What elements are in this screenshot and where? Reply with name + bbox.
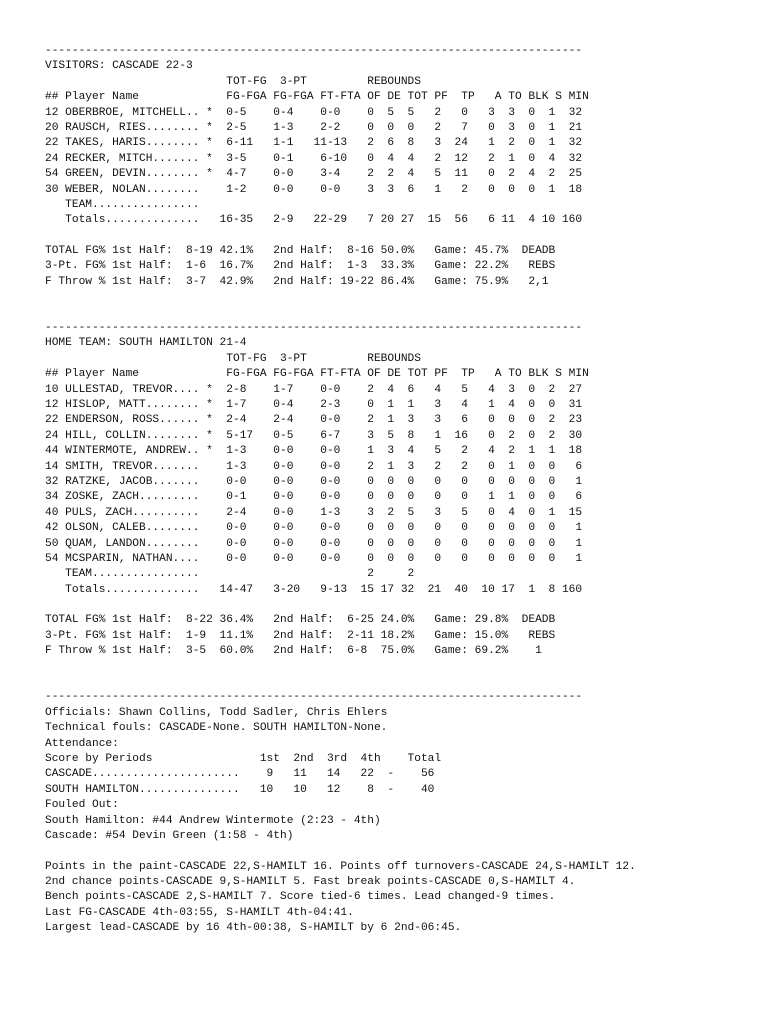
player-row: 30 WEBER, NOLAN........ 1-2 0-0 0-0 3 3 6 1 2 0 0 0 1 18 bbox=[45, 183, 583, 196]
technical-fouls-line: Technical fouls: CASCADE-None. SOUTH HAMILTON-None. bbox=[45, 722, 388, 735]
player-row: 24 HILL, COLLIN........ * 5-17 0-5 6-7 3 5 8 1 16 0 2 0 2 30 bbox=[45, 429, 583, 442]
player-row: 22 TAKES, HARIS........ * 6-11 1-1 11-13 2 6 8 3 24 1 2 0 1 32 bbox=[45, 137, 583, 150]
player-row: 20 RAUSCH, RIES........ * 2-5 1-3 2-2 0 0 0 2 7 0 3 0 1 21 bbox=[45, 121, 583, 134]
attendance-line: Attendance: bbox=[45, 737, 119, 750]
game-note-line: 2nd chance points-CASCADE 9,S-HAMILT 5. Fast break points-CASCADE 0,S-HAMILT 4. bbox=[45, 876, 576, 889]
pct-line: TOTAL FG% 1st Half: 8-22 36.4% 2nd Half: 6-25 24.0% Game: 29.8% DEADB bbox=[45, 614, 556, 627]
section-divider: -------------------------------------------------------------------------------- bbox=[45, 322, 583, 335]
player-row: 42 OLSON, CALEB........ 0-0 0-0 0-0 0 0 0 0 0 0 0 0 0 1 bbox=[45, 522, 583, 535]
fouled-out-label: Fouled Out: bbox=[45, 799, 119, 812]
visitors-team-line: VISITORS: CASCADE 22-3 bbox=[45, 60, 193, 73]
pct-line: TOTAL FG% 1st Half: 8-19 42.1% 2nd Half: 8-16 50.0% Game: 45.7% DEADB bbox=[45, 245, 556, 258]
stats-header-row-1: TOT-FG 3-PT REBOUNDS bbox=[45, 75, 421, 88]
score-by-periods-row: SOUTH HAMILTON............... 10 10 12 8 - 40 bbox=[45, 783, 435, 796]
player-row: 22 ENDERSON, ROSS...... * 2-4 2-4 0-0 2 1 3 3 6 0 0 0 2 23 bbox=[45, 414, 583, 427]
officials-line: Officials: Shawn Collins, Todd Sadler, Chris Ehlers bbox=[45, 706, 388, 719]
game-note-line: Bench points-CASCADE 2,S-HAMILT 7. Score tied-6 times. Lead changed-9 times. bbox=[45, 891, 556, 904]
player-row: 24 RECKER, MITCH....... * 3-5 0-1 6-10 0 4 4 2 12 2 1 0 4 32 bbox=[45, 152, 583, 165]
player-row: 40 PULS, ZACH.......... 2-4 0-0 1-3 3 2 5 3 5 0 4 0 1 15 bbox=[45, 506, 583, 519]
section-divider: -------------------------------------------------------------------------------- bbox=[45, 691, 583, 704]
section-divider: -------------------------------------------------------------------------------- bbox=[45, 45, 583, 57]
player-row: 54 MCSPARIN, NATHAN.... 0-0 0-0 0-0 0 0 0 0 0 0 0 0 0 1 bbox=[45, 552, 583, 565]
game-note-line: Points in the paint-CASCADE 22,S-HAMILT 16. Points off turnovers-CASCADE 24,S-HAMILT 12. bbox=[45, 860, 636, 873]
home-team-line: HOME TEAM: SOUTH HAMILTON 21-4 bbox=[45, 337, 247, 350]
stats-header-row-2: ## Player Name FG-FGA FG-FGA FT-FTA OF DE TOT PF TP A TO BLK S MIN bbox=[45, 91, 589, 104]
score-by-periods-header: Score by Periods 1st 2nd 3rd 4th Total bbox=[45, 752, 442, 765]
player-row: 44 WINTERMOTE, ANDREW.. * 1-3 0-0 0-0 1 3 4 5 2 4 2 1 1 18 bbox=[45, 445, 583, 458]
pct-line: 3-Pt. FG% 1st Half: 1-6 16.7% 2nd Half: 1-3 33.3% Game: 22.2% REBS bbox=[45, 260, 556, 273]
totals-row: Totals.............. 14-47 3-20 9-13 15 17 32 21 40 10 17 1 8 160 bbox=[45, 583, 583, 596]
stats-header-row-1: TOT-FG 3-PT REBOUNDS bbox=[45, 352, 421, 365]
player-row: 14 SMITH, TREVOR....... 1-3 0-0 0-0 2 1 3 2 2 0 1 0 0 6 bbox=[45, 460, 583, 473]
player-row: 54 GREEN, DEVIN........ * 4-7 0-0 3-4 2 2 4 5 11 0 2 4 2 25 bbox=[45, 168, 583, 181]
pct-line: F Throw % 1st Half: 3-7 42.9% 2nd Half: 19-22 86.4% Game: 75.9% 2,1 bbox=[45, 275, 549, 288]
player-row: 10 ULLESTAD, TREVOR.... * 2-8 1-7 0-0 2 4 6 4 5 4 3 0 2 27 bbox=[45, 383, 583, 396]
player-row: 12 OBERBROE, MITCHELL.. * 0-5 0-4 0-0 0 5 5 2 0 3 3 0 1 32 bbox=[45, 106, 583, 119]
score-by-periods-row: CASCADE...................... 9 11 14 22 - 56 bbox=[45, 768, 435, 781]
player-row: 50 QUAM, LANDON........ 0-0 0-0 0-0 0 0 0 0 0 0 0 0 0 1 bbox=[45, 537, 583, 550]
player-row: 12 HISLOP, MATT........ * 1-7 0-4 2-3 0 1 1 3 4 1 4 0 0 31 bbox=[45, 398, 583, 411]
fouled-out-line: South Hamilton: #44 Andrew Wintermote (2:23 - 4th) bbox=[45, 814, 381, 827]
team-row: TEAM................ 2 2 bbox=[45, 568, 415, 581]
team-row: TEAM................ bbox=[45, 198, 200, 211]
stats-header-row-2: ## Player Name FG-FGA FG-FGA FT-FTA OF DE TOT PF TP A TO BLK S MIN bbox=[45, 368, 589, 381]
fouled-out-line: Cascade: #54 Devin Green (1:58 - 4th) bbox=[45, 829, 294, 842]
box-score-document bbox=[45, 44, 636, 937]
pct-line: 3-Pt. FG% 1st Half: 1-9 11.1% 2nd Half: 2-11 18.2% Game: 15.0% REBS bbox=[45, 629, 556, 642]
game-note-line: Last FG-CASCADE 4th-03:55, S-HAMILT 4th-04:41. bbox=[45, 906, 354, 919]
game-note-line: Largest lead-CASCADE by 16 4th-00:38, S-HAMILT by 6 2nd-06:45. bbox=[45, 922, 462, 935]
player-row: 34 ZOSKE, ZACH......... 0-1 0-0 0-0 0 0 0 0 0 1 1 0 0 6 bbox=[45, 491, 583, 504]
totals-row: Totals.............. 16-35 2-9 22-29 7 20 27 15 56 6 11 4 10 160 bbox=[45, 214, 583, 227]
pct-line: F Throw % 1st Half: 3-5 60.0% 2nd Half: 6-8 75.0% Game: 69.2% 1 bbox=[45, 645, 542, 658]
player-row: 32 RATZKE, JACOB....... 0-0 0-0 0-0 0 0 0 0 0 0 0 0 0 1 bbox=[45, 475, 583, 488]
